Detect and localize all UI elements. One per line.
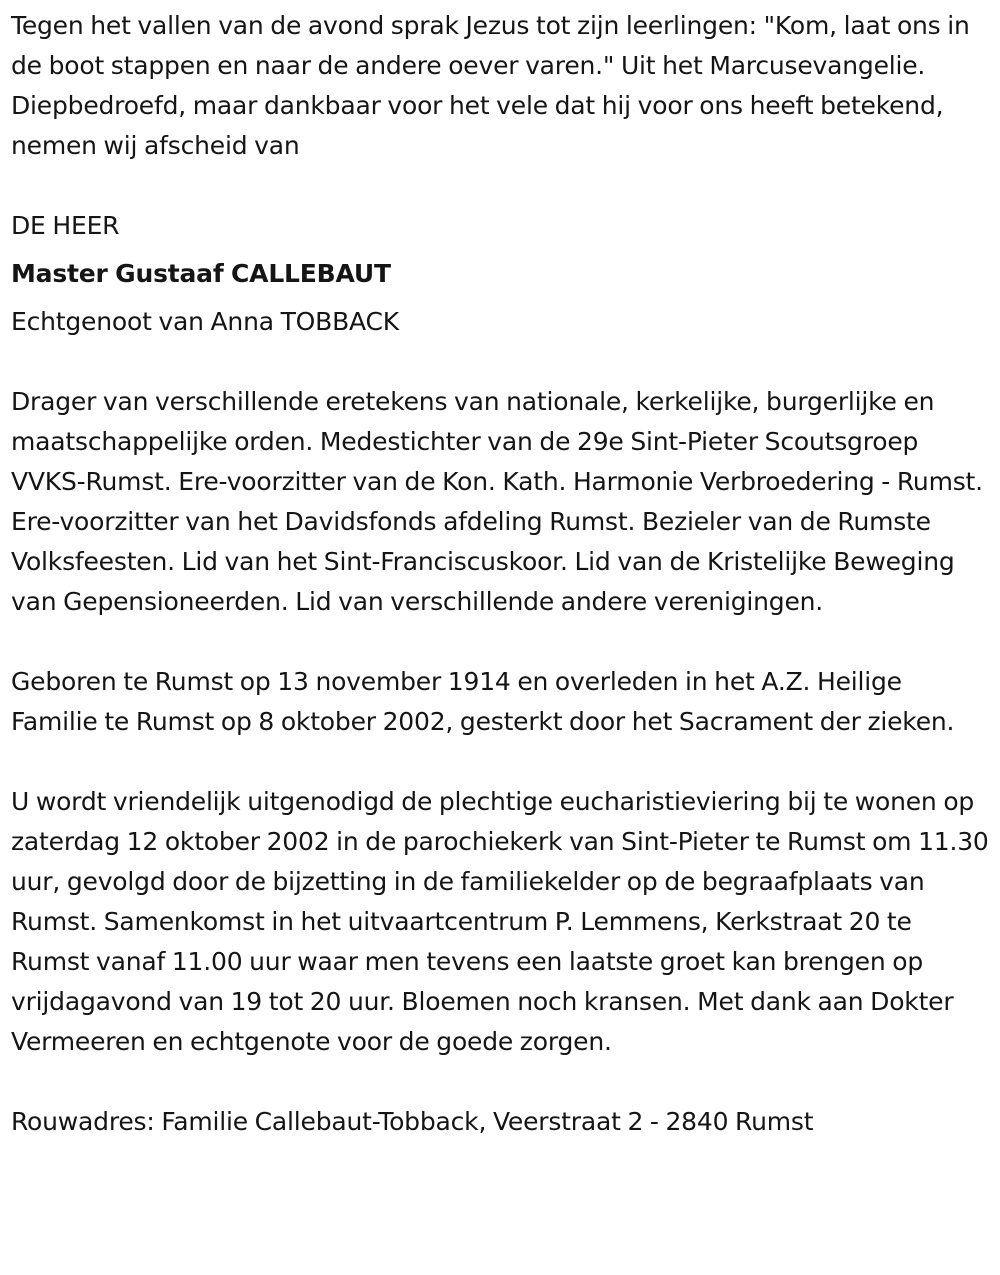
honorific: DE HEER xyxy=(11,211,120,240)
distinctions-paragraph: Drager van verschillende eretekens van nationale, kerkelijke, burgerlijke en maatschappelijke orden. Medestichter van de 29e Sint-Pieter Scoutsgroep VVKS-Rumst. Ere-voorzitter van de Kon. Kath. Harmonie Verbroedering - Rumst. Ere-voorzitter van het Davidsfonds afdeling Rumst. Bezieler van de Rumste Volksfeesten. Lid van het Sint-Franciscuskoor. Lid van de Kristelijke Beweging van Gepensioneerden. Lid van verschillende andere verenigingen. xyxy=(11,387,983,616)
ceremony-paragraph: U wordt vriendelijk uitgenodigd de plechtige eucharistieviering bij te wonen op zaterdag 12 oktober 2002 in de parochiekerk van Sint-Pieter te Rumst om 11.30 uur, gevolgd door de bijzetting in de familiekelder op de begraafplaats van Rumst. Samenkomst in het uitvaartcentrum P. Lemmens, Kerkstraat 20 te Rumst vanaf 11.00 uur waar men tevens een laatste groet kan brengen op vrijdagavond van 19 tot 20 uur. Bloemen noch kransen. Met dank aan Dokter Vermeeren en echtgenote voor de goede zorgen. xyxy=(11,787,989,1056)
obituary-document xyxy=(11,6,993,1142)
intro-paragraph: Tegen het vallen van de avond sprak Jezus tot zijn leerlingen: "Kom, laat ons in de boot stappen en naar de andere oever varen." Uit het Marcusevangelie. Diepbedroefd, maar dankbaar voor het vele dat hij voor ons heeft betekend, nemen wij afscheid van xyxy=(11,11,970,160)
birth-death-paragraph: Geboren te Rumst op 13 november 1914 en overleden in het A.Z. Heilige Familie te Rumst op 8 oktober 2002, gesterkt door het Sacrament der zieken. xyxy=(11,667,955,736)
mourning-address: Rouwadres: Familie Callebaut-Tobback, Veerstraat 2 - 2840 Rumst xyxy=(11,1107,814,1136)
spouse-line: Echtgenoot van Anna TOBBACK xyxy=(11,307,399,336)
deceased-name: Master Gustaaf CALLEBAUT xyxy=(11,259,391,288)
